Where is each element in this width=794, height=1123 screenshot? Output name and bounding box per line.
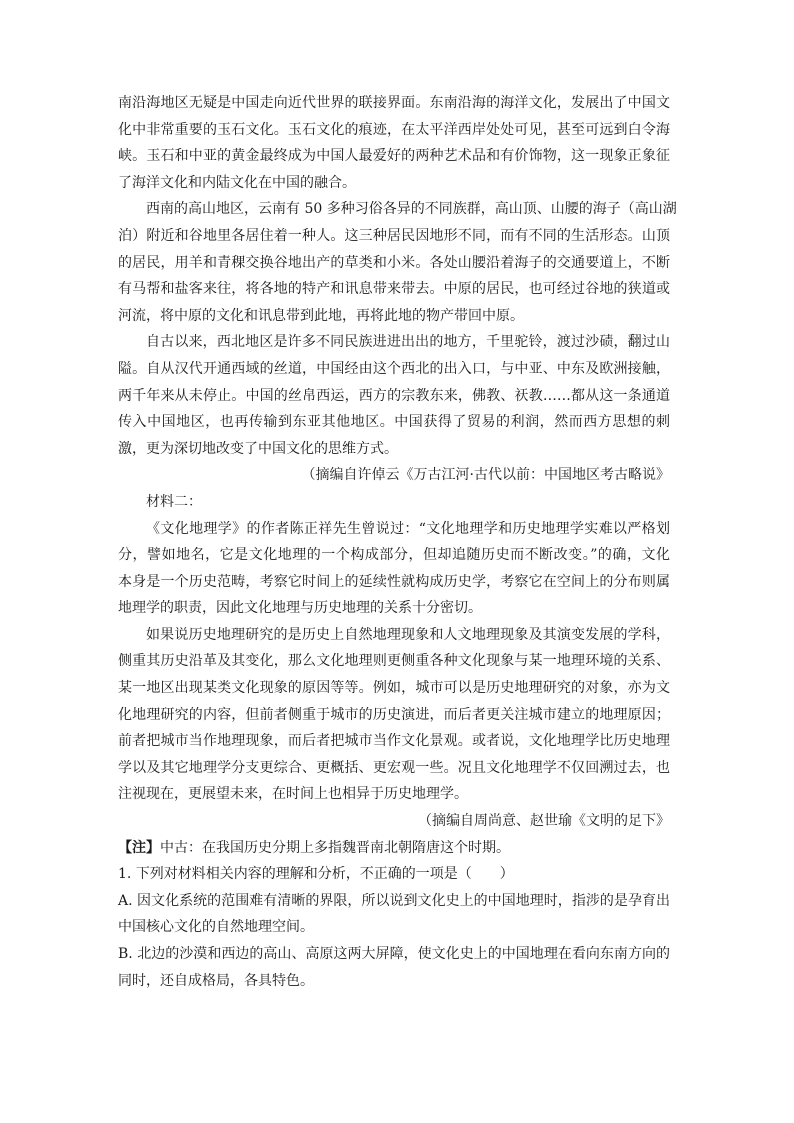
source-citation-2: （摘编自周尚意、赵世瑜《文明的足下》	[418, 813, 670, 830]
option-line: A. 因文化系统的范围难有清晰的界限，所以说到文化史上的中国地理时，指涉的是孕育出	[118, 892, 670, 909]
paragraph-historical-geography	[118, 622, 670, 808]
source-citation-1: （摘编自许倬云《万古江河·古代以前：中国地区考古略说》	[301, 467, 670, 484]
paragraph-southeast	[118, 90, 670, 196]
question-stem: 1. 下列对材料相关内容的理解和分析，不正确的一项是（ ）	[118, 866, 514, 883]
option-line: 中国核心文化的自然地理空间。	[118, 919, 314, 936]
text-line: 如果说历史地理研究的是历史上自然地理现象和人文地理现象及其演变发展的学科，	[146, 626, 670, 643]
text-line: 峡。玉石和中亚的黄金最终成为中国人最爱好的两种艺术品和有价饰物，这一现象正象征	[118, 148, 670, 165]
text-line: 激，更为深切地改变了中国文化的思维方式。	[118, 440, 398, 457]
text-line: 传入中国地区，也再传输到东亚其他地区。中国获得了贸易的利润，然而西方思想的刺	[118, 414, 670, 431]
text-line: 隘。自从汉代开通西域的丝道，中国经由这个西北的出入口，与中亚、中东及欧洲接触，	[118, 360, 670, 377]
text-line: 《文化地理学》的作者陈正祥先生曾说过：“文化地理学和历史地理学实难以严格划	[146, 520, 670, 537]
paragraph-cultural-geography	[118, 516, 670, 622]
text-line: 自古以来，西北地区是许多不同民族进进出出的地方，千里驼铃，渡过沙碛，翻过山	[146, 334, 670, 351]
text-line: 注视现在，更展望未来，在时间上也相异于历史地理学。	[118, 786, 468, 803]
text-line: 地理学的职责，因此文化地理与历史地理的关系十分密切。	[118, 600, 482, 617]
note-line	[118, 835, 670, 862]
text-line: 的居民，用羊和青稞交换谷地出产的草类和小米。各处山腰沿着海子的交通要道上，不断	[118, 254, 670, 271]
option-a	[118, 888, 670, 941]
text-line: 西南的高山地区，云南有 50 多种习俗各异的不同族群，高山顶、山腰的海子（高山湖	[146, 201, 677, 218]
note-text: 中古：在我国历史分期上多指魏晋南北朝隋唐这个时期。	[160, 839, 510, 856]
material-two-label: 材料二：	[146, 493, 202, 510]
text-line: 化地理研究的内容，但前者侧重于城市的历史演进，而后者更关注城市建立的地理原因；	[118, 706, 670, 723]
text-line: 南沿海地区无疑是中国走向近代世界的联接界面。东南沿海的海洋文化，发展出了中国文	[118, 95, 670, 111]
text-line: 化中非常重要的玉石文化。玉石文化的痕迹，在太平洋西岸处处可见，甚至可远到白令海	[118, 121, 670, 138]
text-line: 分，譬如地名，它是文化地理的一个构成部分，但却追随历史而不断改变。”的确，文化	[118, 547, 670, 564]
text-line: 某一地区出现某类文化现象的原因等等。例如，城市可以是历史地理研究的对象，亦为文	[118, 680, 670, 697]
text-line: 河流，将中原的文化和讯息带到此地，再将此地的物产带回中原。	[118, 307, 524, 324]
text-line: 两千年来从未停止。中国的丝帛西运，西方的宗教东来，佛教、祆教……都从这一条通道	[118, 387, 670, 404]
document-page	[118, 90, 677, 994]
note-label: 【注】	[118, 839, 160, 856]
paragraph-southwest	[118, 196, 677, 329]
text-line: 了海洋文化和内陆文化在中国的融合。	[118, 174, 356, 191]
text-line: 有马帮和盐客来往，将各地的特产和讯息带来带去。中原的居民，也可经过谷地的狭道或	[118, 281, 670, 298]
text-line: 本身是一个历史范畴，考察它时间上的延续性就构成历史学，考察它在空间上的分布则属	[118, 573, 670, 590]
text-line: 泊）附近和谷地里各居住着一种人。这三种居民因地形不同，而有不同的生活形态。山顶	[118, 227, 670, 244]
text-line: 前者把城市当作地理现象，而后者把城市当作文化景观。或者说，文化地理学比历史地理	[118, 733, 670, 750]
option-line: 同时，还自成格局，各具特色。	[118, 972, 314, 989]
option-line: B. 北边的沙漠和西边的高山、高原这两大屏障，使文化史上的中国地理在看向东南方向的	[118, 946, 670, 962]
option-b	[118, 941, 670, 994]
text-line: 侧重其历史沿革及其变化，那么文化地理则更侧重各种文化现象与某一地理环境的关系、	[118, 653, 670, 670]
text-line: 学以及其它地理学分支更综合、更概括、更宏观一些。况且文化地理学不仅回溯过去，也	[118, 759, 670, 776]
paragraph-northwest	[118, 329, 670, 462]
